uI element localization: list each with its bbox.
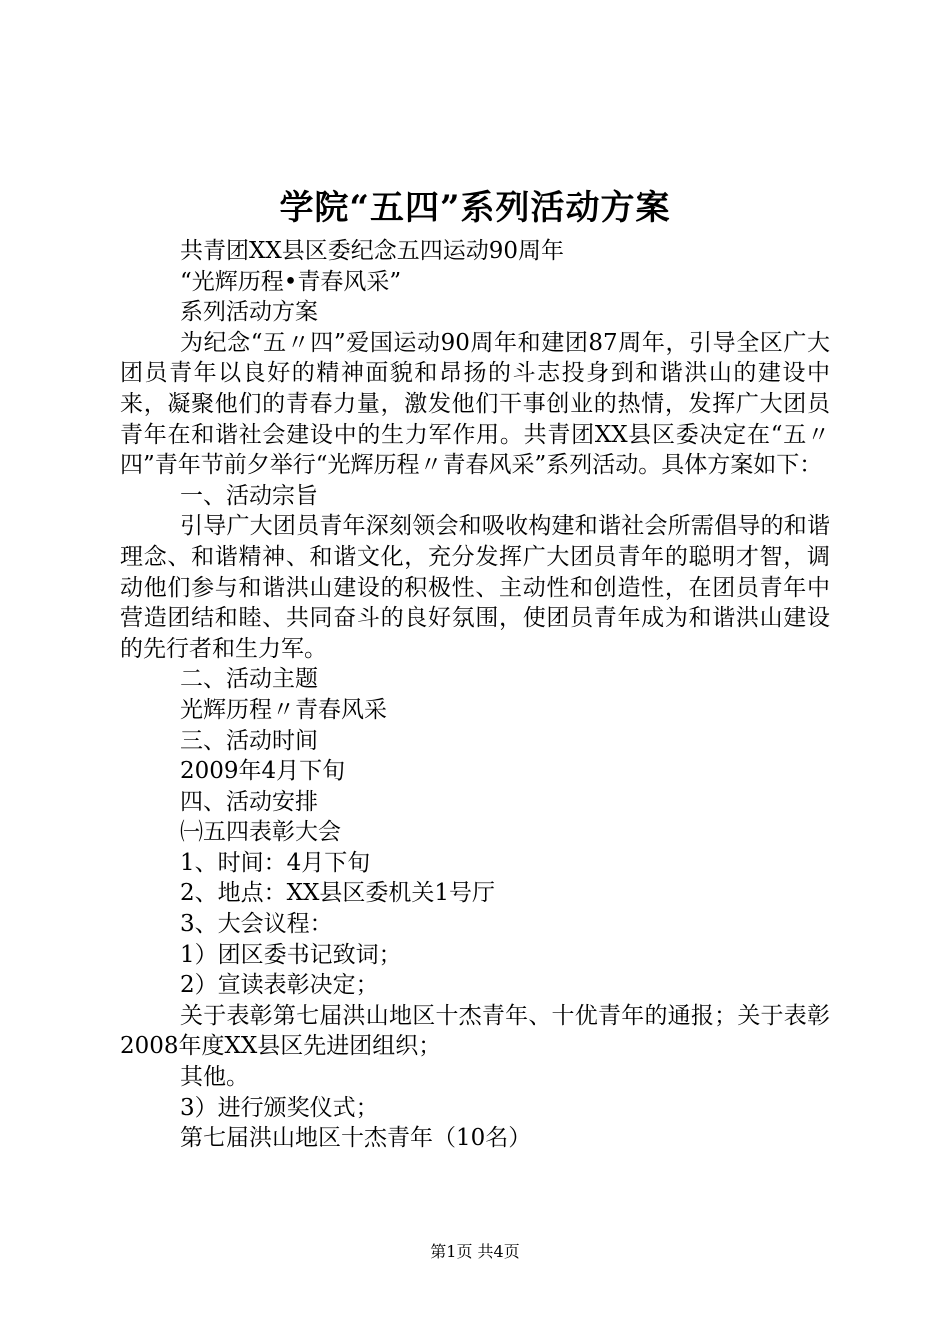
- section2-heading: 二、活动主题: [180, 666, 318, 693]
- section4-subheading: ㈠五四表彰大会: [180, 819, 341, 846]
- agenda-item-3: 3）进行颁奖仪式；: [180, 1094, 379, 1121]
- item-agenda: 3、大会议程：: [180, 911, 333, 938]
- subtitle-line-1: 共青团XX县区委纪念五四运动90周年: [180, 238, 565, 264]
- document-body: [120, 236, 830, 1154]
- agenda-item-1: 1）团区委书记致词；: [180, 941, 402, 968]
- section4-heading: 四、活动安排: [180, 788, 318, 815]
- section3-text: 2009年4月下旬: [180, 758, 346, 785]
- agenda-other: 其他。: [180, 1064, 249, 1091]
- award-item-1: 第七届洪山地区十杰青年（10名）: [180, 1125, 532, 1152]
- subtitle-line-3: 系列活动方案: [180, 299, 318, 326]
- document-title: 学院“五四”系列活动方案: [279, 188, 671, 228]
- intro-paragraph: 为纪念“五〃四”爱国运动90周年和建团87周年，引导全区广大团员青年以良好的精神面貌和昂扬的斗志投身到和谐洪山的建设中来，凝聚他们的青春力量，激发他们干事创业的热情，发挥广大团员青年在和谐社会建设中的生力军作用。共青团XX县区委决定在“五〃四”青年节前夕举行“光辉历程〃青春风采”系列活动。具体方案如下：: [120, 329, 830, 479]
- agenda-item-2-paragraph: 关于表彰第七届洪山地区十杰青年、十优青年的通报；关于表彰2008年度XX县区先进团组织；: [120, 1002, 830, 1060]
- item-time: 1、时间：4月下旬: [180, 849, 371, 876]
- section2-text: 光辉历程〃青春风采: [180, 696, 387, 723]
- item-place: 2、地点：XX县区委机关1号厅: [180, 880, 496, 907]
- section3-heading: 三、活动时间: [180, 727, 318, 754]
- section1-paragraph: 引导广大团员青年深刻领会和吸收构建和谐社会所需倡导的和谐理念、和谐精神、和谐文化，充分发挥广大团员青年的聪明才智，调动他们参与和谐洪山建设的积极性、主动性和创造性，在团员青年中营造团结和睦、共同奋斗的良好氛围，使团员青年成为和谐洪山建设的先行者和生力军。: [120, 513, 830, 662]
- page-footer: 第1页 共4页: [430, 1242, 520, 1261]
- subtitle-line-2: “光辉历程•青春风采”: [180, 268, 402, 295]
- section1-heading: 一、活动宗旨: [180, 482, 318, 509]
- agenda-item-2: 2）宣读表彰决定；: [180, 972, 379, 999]
